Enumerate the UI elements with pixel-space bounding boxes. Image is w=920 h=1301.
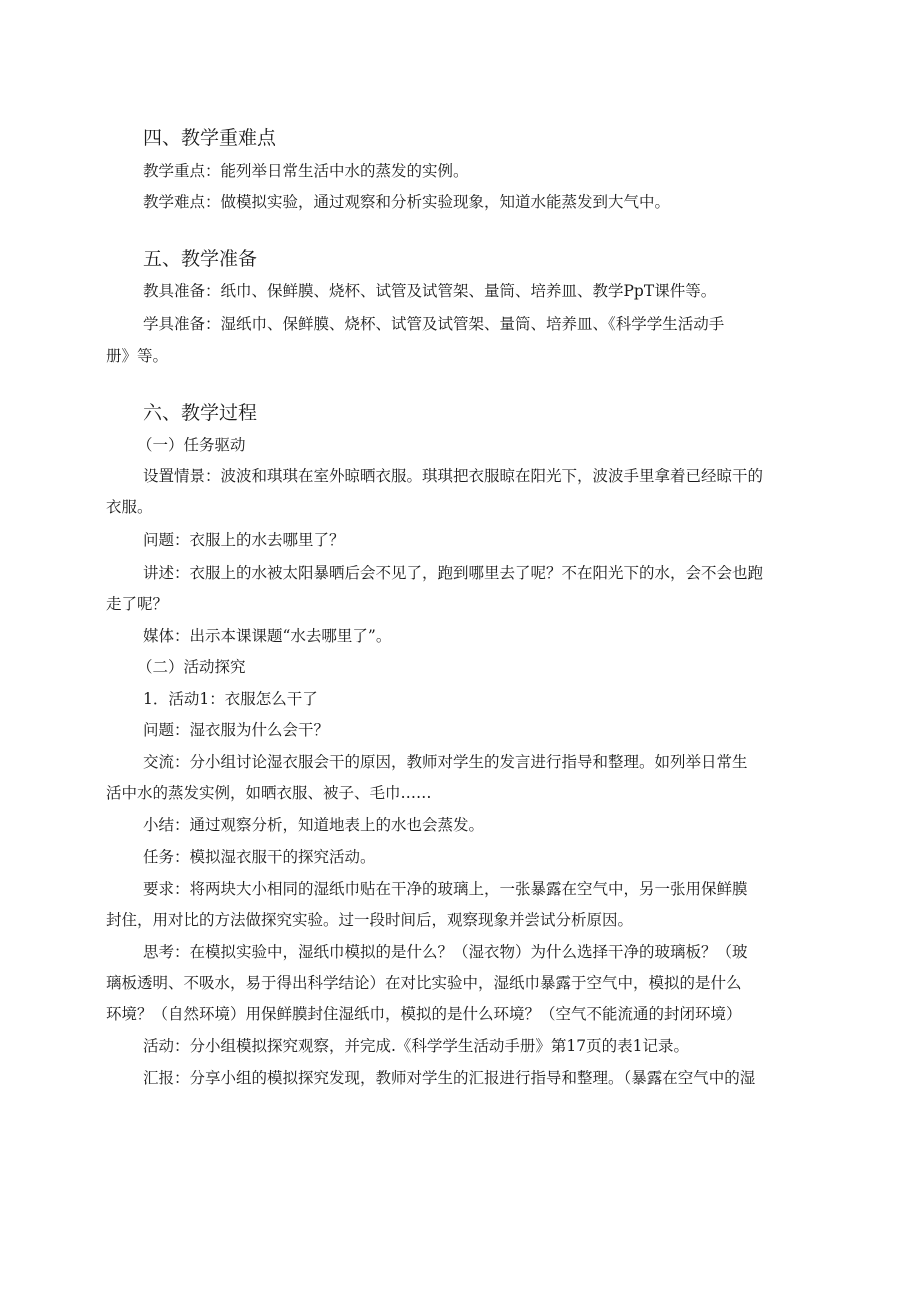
question2-text: 问题：湿衣服为什么会干？ [143,721,330,739]
scenario-line1: 设置情景：波波和琪琪在室外晾晒衣服。琪琪把衣服晾在阳光下，波波手里拿着已经晾干的 [143,467,764,485]
report-line1: 汇报：分享小组的模拟探究发现，教师对学生的汇报进行指导和整理。（暴露在空气中的湿 [143,1069,756,1087]
thinking-line3: 环境？（自然环境）用保鲜膜封住湿纸巾，模拟的是什么环境？（空气不能流通的封闭环境） [106,1005,742,1023]
section-heading-teaching-focus: 四、教学重难点 [143,127,277,149]
exchange-line1: 交流：分小组讨论湿衣服会干的原因，教师对学生的发言进行指导和整理。如列举日常生 [143,753,748,771]
question1-text: 问题：衣服上的水去哪里了？ [143,531,345,549]
key-point-text: 教学重点：能列举日常生活中水的蒸发的实例。 [143,162,469,180]
narration-line2: 走了呢？ [106,595,169,613]
subheading-activity-inquiry: （二）活动探究 [137,658,246,676]
section-heading-preparation: 五、教学准备 [143,248,258,270]
task-text: 任务：模拟湿衣服干的探究活动。 [143,848,376,866]
student-materials-line2: 册》等。 [106,347,169,365]
activity-text: 活动：分小组模拟探究观察，并完成.《科学学生活动手册》第17页的表1记录。 [143,1037,690,1055]
narration-line1: 讲述：衣服上的水被太阳暴晒后会不见了，跑到哪里去了呢？不在阳光下的水，会不会也跑 [143,564,764,582]
activity1-heading: 1．活动1：衣服怎么干了 [143,690,318,708]
summary-text: 小结：通过观察分析，知道地表上的水也会蒸发。 [143,816,485,834]
subheading-task-driven: （一）任务驱动 [137,436,246,454]
requirement-line1: 要求：将两块大小相同的湿纸巾贴在干净的玻璃上，一张暴露在空气中，另一张用保鲜膜 [143,880,748,898]
media-text: 媒体：出示本课课题“水去哪里了”。 [143,627,392,645]
requirement-line2: 封住，用对比的方法做探究实验。过一段时间后，观察现象并尝试分析原因。 [106,911,634,929]
thinking-line1: 思考：在模拟实验中，湿纸巾模拟的是什么？（湿衣物）为什么选择干净的玻璃板？（玻 [143,943,748,961]
exchange-line2: 活中水的蒸发实例，如晒衣服、被子、毛巾…… [106,784,432,802]
difficult-point-text: 教学难点：做模拟实验，通过观察和分析实验现象，知道水能蒸发到大气中。 [143,193,671,211]
scenario-line2: 衣服。 [106,498,153,516]
thinking-line2: 璃板透明、不吸水，易于得出科学结论）在对比实验中，湿纸巾暴露于空气中，模拟的是什么 [106,974,742,992]
teacher-materials-text: 教具准备：纸巾、保鲜膜、烧杯、试管及试管架、量筒、培养皿、教学PpT课件等。 [143,282,717,300]
student-materials-line1: 学具准备：湿纸巾、保鲜膜、烧杯、试管及试管架、量筒、培养皿、《科学学生活动手 [143,315,725,333]
section-heading-teaching-process: 六、教学过程 [143,402,258,424]
